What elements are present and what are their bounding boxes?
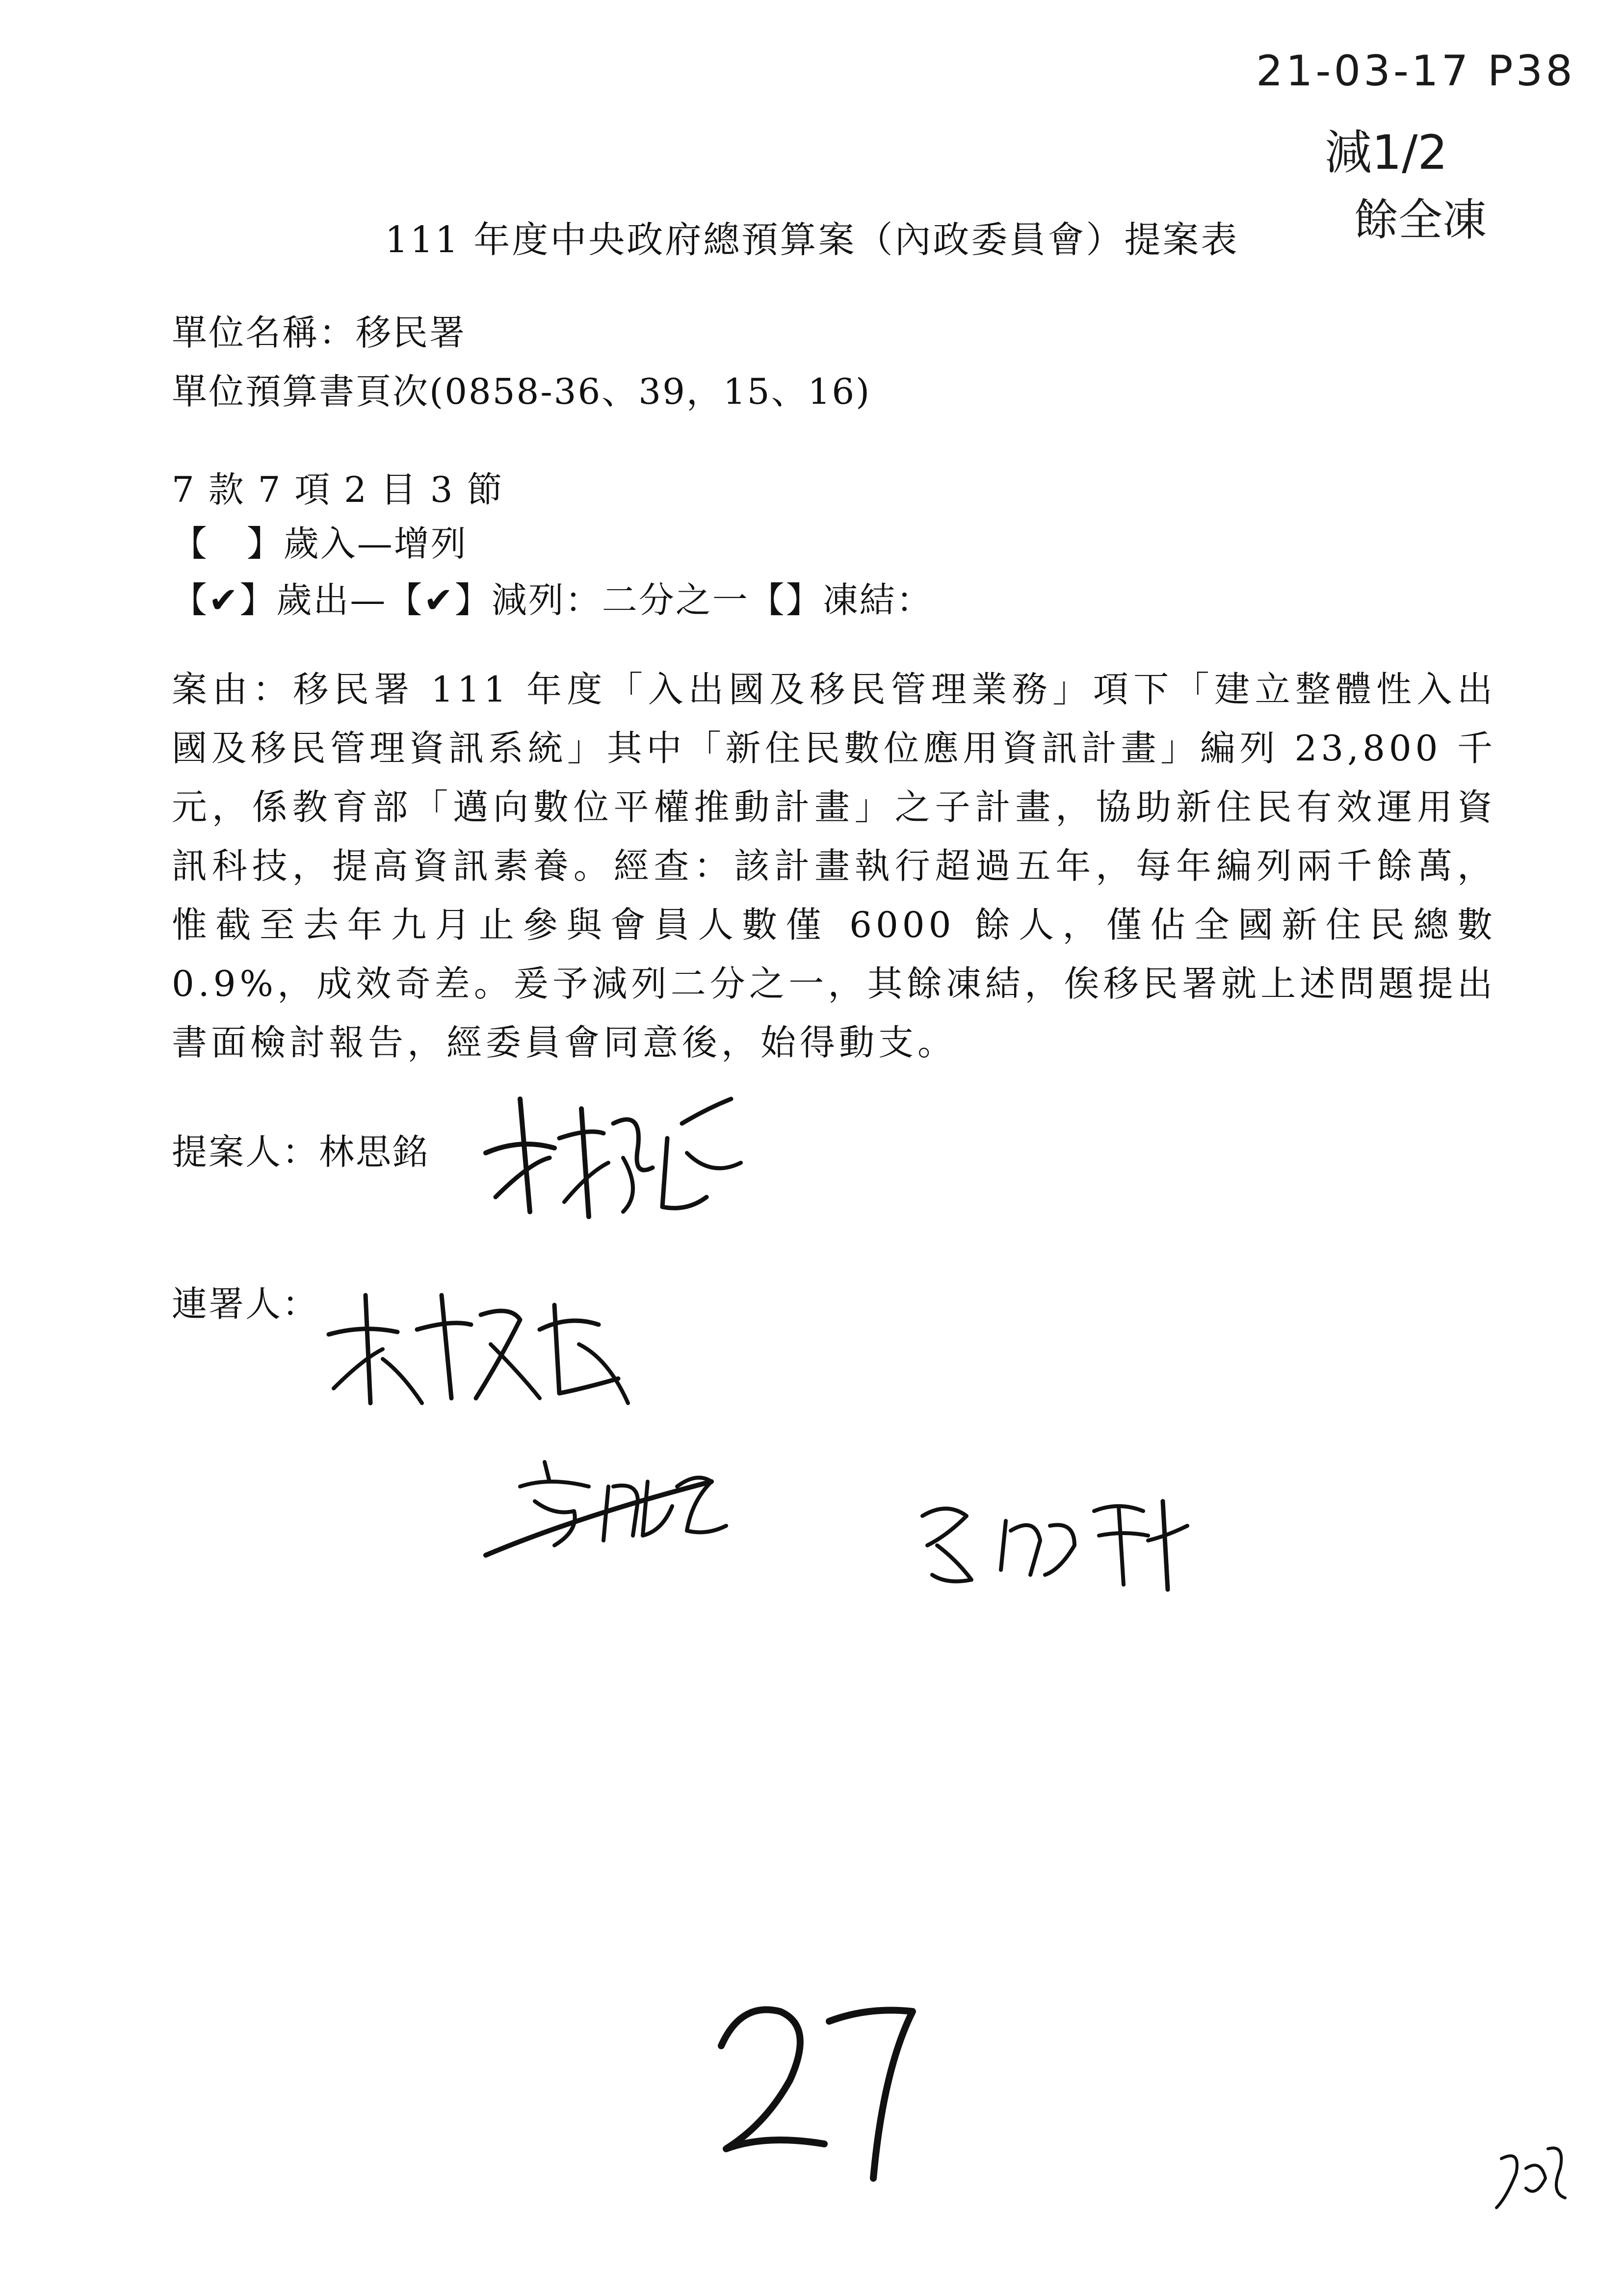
expenditure-bracket-open: 【 bbox=[172, 579, 209, 621]
reduce-bracket-close: 】 bbox=[454, 579, 492, 621]
proposer-signature bbox=[476, 1079, 751, 1226]
proposer-label: 提案人：林思銘 bbox=[172, 1131, 430, 1173]
expenditure-option-line bbox=[172, 572, 933, 623]
handwritten-note-annotation: 餘全凍 bbox=[1354, 194, 1487, 246]
expenditure-option-text: 歲出— bbox=[276, 579, 387, 621]
revenue-option-text: 歲入—增列 bbox=[283, 523, 468, 564]
cosigner-signature-3 bbox=[913, 1487, 1197, 1594]
revenue-bracket-close: 】 bbox=[246, 523, 284, 564]
proposal-reason-paragraph: 案由：移民署 111 年度「入出國及移民管理業務」項下「建立整體性入出國及移民管理資訊系統」其中「新住民數位應用資訊計畫」編列 23,800 千元，係教育部「邁向數位平權推動計畫」之子計畫，協助新住民有效運用資訊科技，提高資訊素養。經查：該計畫執行超過五年，每年編列兩千餘萬，惟截至去年九月止參與會員人數僅 6000 餘人，僅佔全國新住民總數 0.9%，成效奇差。爰予減列二分之一，其餘凍結，俟移民署就上述問題提出書面檢討報告，經委員會同意後，始得動支。 bbox=[172, 669, 1496, 1063]
unit-budget-pages-line: 單位預算書頁次(0858-36、39，15、16) bbox=[172, 371, 871, 412]
freeze-option-text: 凍結： bbox=[822, 579, 933, 621]
cosigner-signature-1 bbox=[324, 1276, 638, 1423]
revenue-bracket-open: 【 bbox=[172, 523, 209, 564]
handwritten-page-mark bbox=[1492, 2139, 1570, 2213]
handwritten-date-annotation: 21-03-17 P38 bbox=[1256, 47, 1575, 96]
cosigner-label: 連署人： bbox=[172, 1283, 319, 1325]
expenditure-bracket-close: 】 bbox=[239, 579, 277, 621]
account-classification-line: 7 款 7 項 2 目 3 節 bbox=[172, 469, 504, 510]
cosigner-signature-2 bbox=[481, 1452, 756, 1570]
document-title: 111 年度中央政府總預算案（內政委員會）提案表 bbox=[385, 219, 1239, 261]
reduce-option-text: 減列：二分之一 bbox=[491, 579, 749, 621]
reduce-check-icon: ✔ bbox=[423, 579, 455, 621]
expenditure-check-icon: ✔ bbox=[209, 579, 240, 621]
unit-name-line: 單位名稱：移民署 bbox=[172, 312, 467, 353]
handwritten-number-27 bbox=[707, 1982, 932, 2188]
revenue-option-line bbox=[172, 515, 468, 566]
handwritten-reduction-annotation: 減1/2 bbox=[1325, 125, 1448, 180]
revenue-bracket-space bbox=[209, 523, 247, 564]
reduce-bracket-open: 【 bbox=[387, 579, 424, 621]
freeze-brackets: 【】 bbox=[749, 579, 823, 621]
